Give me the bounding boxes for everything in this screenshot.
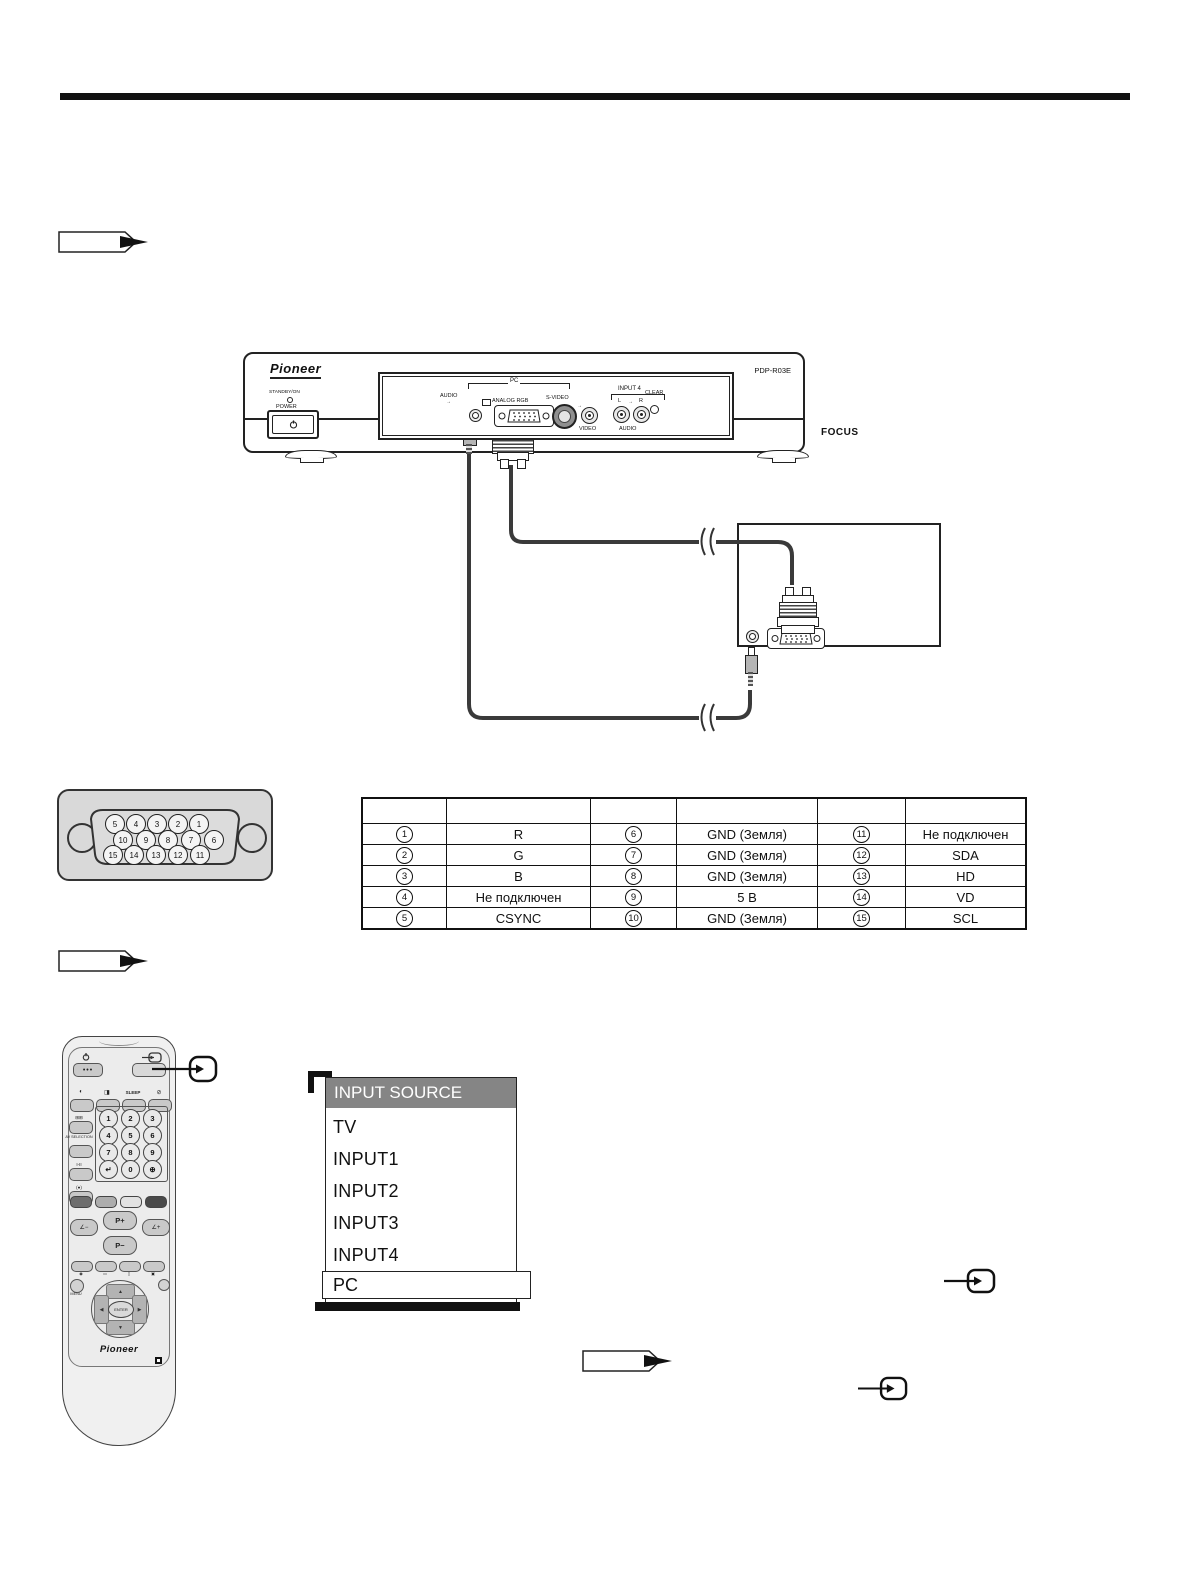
pin-signal: GND (Земля) [677, 845, 818, 866]
screen-bottom-edge [315, 1302, 520, 1311]
sound-mode-button [69, 1168, 93, 1181]
pin-signal: Не подключен [447, 887, 591, 908]
menu-item-input1: INPUT1 [333, 1149, 399, 1169]
pin-number: 7 [625, 847, 642, 864]
menu-button-label: MENU [70, 1292, 82, 1296]
pin-2: 2 [168, 814, 188, 834]
pin-signal: G [447, 845, 591, 866]
pin-signal: CSYNC [447, 908, 591, 930]
video-in-arrow-icon: → [577, 403, 582, 409]
pc-audio-jack [469, 409, 482, 422]
pin-12: 12 [168, 845, 188, 865]
clear-label: CLEAR [645, 390, 664, 396]
screen-mode-icon: ◨ [104, 1090, 110, 1096]
table-row [362, 866, 1026, 887]
remote-control [62, 1036, 176, 1446]
program-up-button: P+ [103, 1211, 137, 1230]
pc-audio-label: AUDIO [440, 393, 458, 399]
picture-button [70, 1099, 94, 1112]
pin-number: 5 [396, 910, 413, 927]
receiver-brand-logo: Pioneer [270, 361, 321, 379]
pin-5: 5 [105, 814, 125, 834]
input-source-callout-1 [152, 1055, 218, 1083]
pin-number: 15 [853, 910, 870, 927]
pin-8: 8 [158, 830, 178, 850]
menu-item-tv: TV [333, 1117, 357, 1137]
pin-number: 1 [396, 826, 413, 843]
pin-signal: B [447, 866, 591, 887]
cable-break-top [699, 528, 716, 555]
dpad-left: ◀ [94, 1295, 109, 1324]
input-source-icon-3 [858, 1376, 908, 1401]
pin-1: 1 [189, 814, 209, 834]
table-row [362, 845, 1026, 866]
standby-on-label: STANDBY/ON [269, 390, 300, 395]
pin-number: 12 [853, 847, 870, 864]
menu-item-input4: INPUT4 [333, 1245, 399, 1265]
pin-number: 10 [625, 910, 642, 927]
power-button [267, 410, 319, 439]
pin-15: 15 [103, 845, 123, 865]
receiver-model-label: PDP-R03E [754, 366, 791, 375]
menu-item-input2: INPUT2 [333, 1181, 399, 1201]
analog-rgb-port [494, 405, 554, 427]
picture-icon: ◐ [79, 1089, 83, 1095]
input4-right-label: R [639, 398, 643, 404]
dpad-up: ▲ [106, 1284, 135, 1299]
menu-item-pc-selected: PC [322, 1271, 531, 1299]
video-jack [581, 407, 598, 424]
pin-number: 13 [853, 868, 870, 885]
pin-signal: 5 В [677, 887, 818, 908]
aux-icon-2: ▭ [103, 1271, 107, 1276]
pin-signal: SCL [906, 908, 1027, 930]
pin-4: 4 [126, 814, 146, 834]
program-down-button: P− [103, 1236, 137, 1255]
digit-4: 4 [99, 1126, 118, 1145]
video-label: VIDEO [579, 426, 597, 432]
remote-top-notch [99, 1036, 139, 1046]
aux-icon-3: ▯ [127, 1271, 131, 1276]
pin-signal: Не подключен [906, 824, 1027, 845]
s-video-label: S-VIDEO [546, 395, 569, 401]
return-key: ↵ [99, 1160, 118, 1179]
menu-button [70, 1279, 84, 1293]
pin-number: 14 [853, 889, 870, 906]
pin-number: 8 [625, 868, 642, 885]
vga-cable [511, 465, 792, 585]
power-label: POWER [276, 404, 297, 410]
pin-signal: HD [906, 866, 1027, 887]
input-source-icon-2 [944, 1268, 996, 1294]
pin-number: 11 [853, 826, 870, 843]
volume-up-button: ∠+ [142, 1219, 170, 1236]
digit-2: 2 [121, 1109, 140, 1128]
input4-label: INPUT 4 [618, 386, 641, 392]
focus-logo: FOCUS [821, 427, 859, 438]
table-header-row [362, 798, 1026, 824]
screen-size-label: ⊞⊞ [75, 1115, 83, 1120]
clear-button-hole [650, 405, 659, 414]
menu-item-input3: INPUT3 [333, 1213, 399, 1233]
color-button-green [95, 1196, 117, 1208]
color-button-red [70, 1196, 92, 1208]
audio-in-arrow-icon: → [446, 399, 451, 405]
menu-title: INPUT SOURCE [326, 1078, 516, 1108]
input4-left-label: L [618, 398, 622, 404]
dpad [91, 1280, 149, 1338]
mute-icon: ⊘ [156, 1090, 162, 1096]
table-row [362, 824, 1026, 845]
digit-5: 5 [121, 1126, 140, 1145]
connector-panel [378, 372, 734, 440]
table-row [362, 887, 1026, 908]
teletext-key: ⊕ [143, 1160, 162, 1179]
pin-3: 3 [147, 814, 167, 834]
color-button-blue [145, 1196, 167, 1208]
pin-number: 6 [625, 826, 642, 843]
remote-power-button: ••• [73, 1063, 103, 1077]
aux-icon-1: ◉ [79, 1271, 83, 1276]
av-selection-label: AV SELECTION [65, 1135, 93, 1139]
pc-label: PC [510, 378, 519, 384]
table-row [362, 908, 1026, 930]
volume-down-button: ∠− [70, 1219, 98, 1236]
power-button-face [272, 415, 314, 434]
screen-corner-vertical [308, 1071, 314, 1093]
pin-13: 13 [146, 845, 166, 865]
digit-8: 8 [121, 1143, 140, 1162]
pin-number: 2 [396, 847, 413, 864]
pin-signal: VD [906, 887, 1027, 908]
pin-number: 4 [396, 889, 413, 906]
pin-signal: GND (Земля) [677, 908, 818, 930]
dpad-down: ▼ [106, 1320, 135, 1335]
digit-3: 3 [143, 1109, 162, 1128]
av-selection-button [69, 1145, 93, 1158]
screen-size-button [69, 1121, 93, 1134]
analog-rgb-port-face [495, 406, 553, 426]
s-video-jack [552, 404, 577, 429]
pin-9: 9 [136, 830, 156, 850]
sound-mode-label: I-II [76, 1162, 82, 1167]
remote-bottom-badge [155, 1357, 162, 1364]
aux-icon-4: ▣ [151, 1271, 155, 1276]
digit-7: 7 [99, 1143, 118, 1162]
rgb-monitor-icon [482, 399, 491, 406]
cable-break-bottom [699, 704, 716, 731]
pin-number: 9 [625, 889, 642, 906]
input4-arrow-icon: → [628, 399, 633, 405]
pin-14: 14 [124, 845, 144, 865]
dpad-right: ▶ [132, 1295, 147, 1324]
pin-signal: GND (Земля) [677, 824, 818, 845]
pin-assignment-table [361, 797, 1027, 930]
pin-signal: R [447, 824, 591, 845]
display-label: (●) [76, 1185, 82, 1190]
pin-11: 11 [190, 845, 210, 865]
dsub-15pin-diagram [57, 789, 273, 881]
pin-6: 6 [204, 830, 224, 850]
digit-1: 1 [99, 1109, 118, 1128]
sleep-label: SLEEP [125, 1090, 141, 1095]
enter-button: ENTER [108, 1301, 134, 1318]
input4-audio-label: AUDIO [619, 426, 637, 432]
pin-10: 10 [113, 830, 133, 850]
remote-brand-logo: Pioneer [99, 1344, 139, 1355]
analog-rgb-label: ANALOG RGB [492, 398, 529, 404]
power-icon [289, 420, 298, 429]
input4-left-jack [613, 406, 630, 423]
color-button-yellow [120, 1196, 142, 1208]
pin-7: 7 [181, 830, 201, 850]
input-source-menu [325, 1077, 517, 1304]
remote-power-icon [82, 1053, 90, 1061]
digit-9: 9 [143, 1143, 162, 1162]
pin-signal: GND (Земля) [677, 866, 818, 887]
digit-6: 6 [143, 1126, 162, 1145]
digit-0: 0 [121, 1160, 140, 1179]
pin-signal: SDA [906, 845, 1027, 866]
input4-right-jack [633, 406, 650, 423]
tool-button [158, 1279, 170, 1291]
pin-number: 3 [396, 868, 413, 885]
